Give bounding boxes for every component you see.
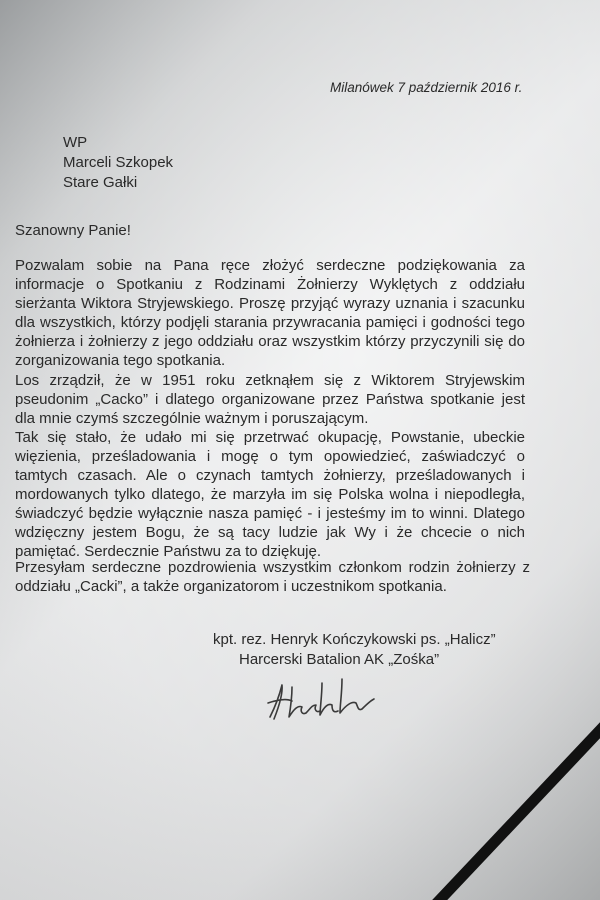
- signatory-unit: Harcerski Batalion AK „Zośka”: [239, 651, 440, 668]
- signatory-name: kpt. rez. Henryk Kończykowski ps. „Halicz”: [213, 631, 496, 648]
- place-and-date: Milanówek 7 październik 2016 r.: [330, 80, 523, 95]
- body-paragraph: Los zrządził, że w 1951 roku zetknąłem się z Wiktorem Stryjewskim pseudonim „Cacko” i dlatego organizowane przez Państwa spotkanie jest dla mnie czymś szczególnie ważnym i poruszającym.: [15, 371, 525, 427]
- closing-paragraph: Przesyłam serdeczne pozdrowienia wszystkim członkom rodzin żołnierzy z oddziału „Cacki”, a także organizatorom i uczestnikom spotkania.: [15, 559, 530, 595]
- letter-body: [15, 256, 525, 562]
- greeting: Szanowny Panie!: [15, 222, 131, 239]
- addressee-line: WP: [63, 134, 88, 151]
- body-paragraph: Tak się stało, że udało mi się przetrwać okupację, Powstanie, ubeckie więzienia, prześladowania i mogę o tym opowiedzieć, zaświadczyć o tamtych czasach. Ale o czynach tamtych żołnierzy, prześladowanych i mordowanych tylko dlatego, że marzyła im się Polska wolna i niepodległa, świadczyć będzie wyłącznie nasza pamięć - i jesteśmy im to winni. Dlatego wdzięczny jestem Bogu, że są tacy ludzie jak Wy i że chcecie o nich pamiętać. Serdecznie Państwu za to dziękuję.: [15, 428, 525, 561]
- body-paragraph: Pozwalam sobie na Pana ręce złożyć serdeczne podziękowania za informacje o Spotkaniu z Rodzinami Żołnierzy Wyklętych z oddziału sierżanta Wiktora Stryjewskiego. Proszę przyjąć wyrazy uznania i szacunku dla wszystkich, którzy podjęli starania przywracania pamięci i godności tego żołnierza i żołnierzy z jego oddziału oraz wszystkim którzy przyczynili się do zorganizowania tego spotkania.: [15, 257, 525, 370]
- addressee-block: [63, 133, 173, 193]
- signatory-block: [213, 630, 496, 670]
- addressee-line: Marceli Szkopek: [63, 154, 174, 171]
- handwritten-signature: [262, 665, 382, 725]
- mourning-band: [430, 720, 600, 900]
- addressee-line: Stare Gałki: [63, 174, 138, 191]
